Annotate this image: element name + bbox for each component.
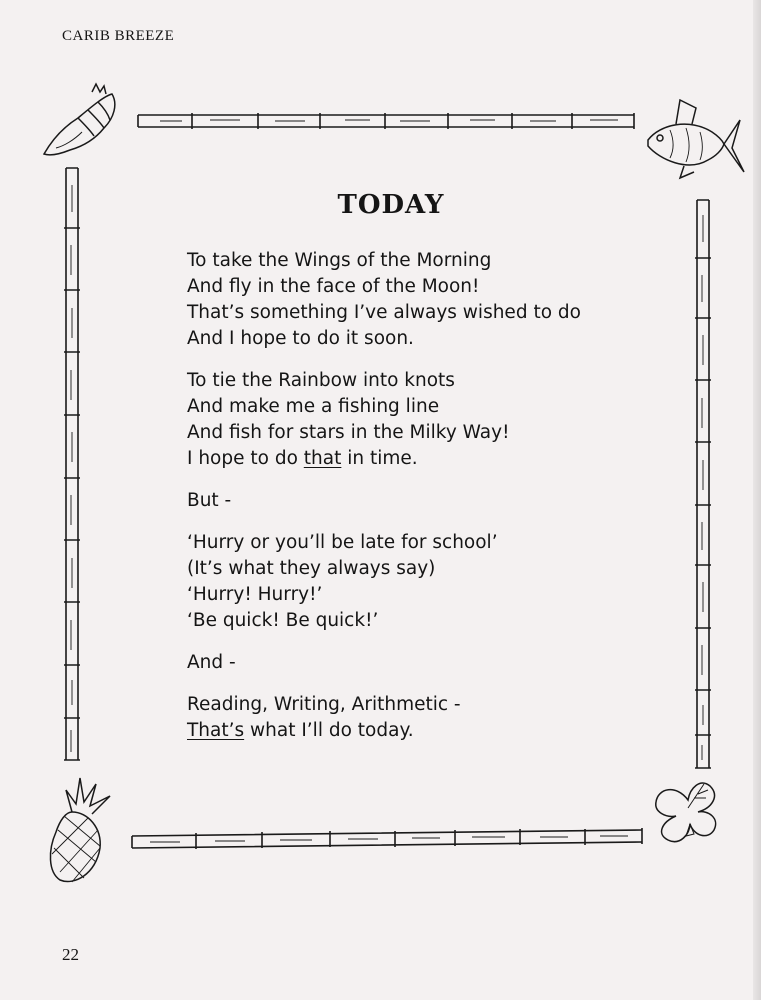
bamboo-left xyxy=(64,168,80,760)
poem-line: ‘Be quick! Be quick!’ xyxy=(187,610,379,631)
line-text: I hope to do xyxy=(187,448,304,469)
stanza-4 xyxy=(187,530,657,634)
underlined-word: that xyxy=(303,448,342,469)
hibiscus-flower-icon xyxy=(656,783,716,841)
poem-line-emphasis xyxy=(187,446,657,472)
poem-line: ‘Hurry! Hurry!’ xyxy=(187,584,323,605)
stanza-2 xyxy=(187,368,657,472)
fish-icon xyxy=(648,100,744,178)
stanza-3 xyxy=(187,488,657,514)
poem-line: And I hope to do it soon. xyxy=(187,328,414,349)
poem-line-emphasis xyxy=(187,718,657,744)
pineapple-icon xyxy=(50,778,110,882)
line-text: what I’ll do today. xyxy=(244,720,414,741)
poem-line: But - xyxy=(187,490,232,511)
stanza-6 xyxy=(187,692,657,744)
poem-line: And fish for stars in the Milky Way! xyxy=(187,422,510,443)
poem-line: To tie the Rainbow into knots xyxy=(187,370,455,391)
poem-line: And fly in the face of the Moon! xyxy=(187,276,480,297)
poem-line: And - xyxy=(187,652,236,673)
poem-line: ‘Hurry or you’ll be late for school’ xyxy=(187,532,498,553)
running-header: CARIB BREEZE xyxy=(62,28,175,44)
stanza-5 xyxy=(187,650,657,676)
poem-line: Reading, Writing, Arithmetic - xyxy=(187,694,461,715)
poem-line: To take the Wings of the Morning xyxy=(187,250,492,271)
poem-line: (It’s what they always say) xyxy=(187,558,436,579)
bamboo-bottom xyxy=(132,828,642,849)
seashell-icon xyxy=(44,84,115,155)
bamboo-right xyxy=(695,200,711,768)
poem-line: That’s something I’ve always wished to do xyxy=(187,302,581,323)
poem-line: And make me a fishing line xyxy=(187,396,440,417)
poem-title: TODAY xyxy=(337,190,445,220)
underlined-word: That’s xyxy=(187,720,245,741)
bamboo-top xyxy=(138,113,634,129)
page-number: 22 xyxy=(62,945,79,964)
stanza-1 xyxy=(187,248,657,352)
line-text: in time. xyxy=(341,448,418,469)
poem xyxy=(187,190,657,760)
